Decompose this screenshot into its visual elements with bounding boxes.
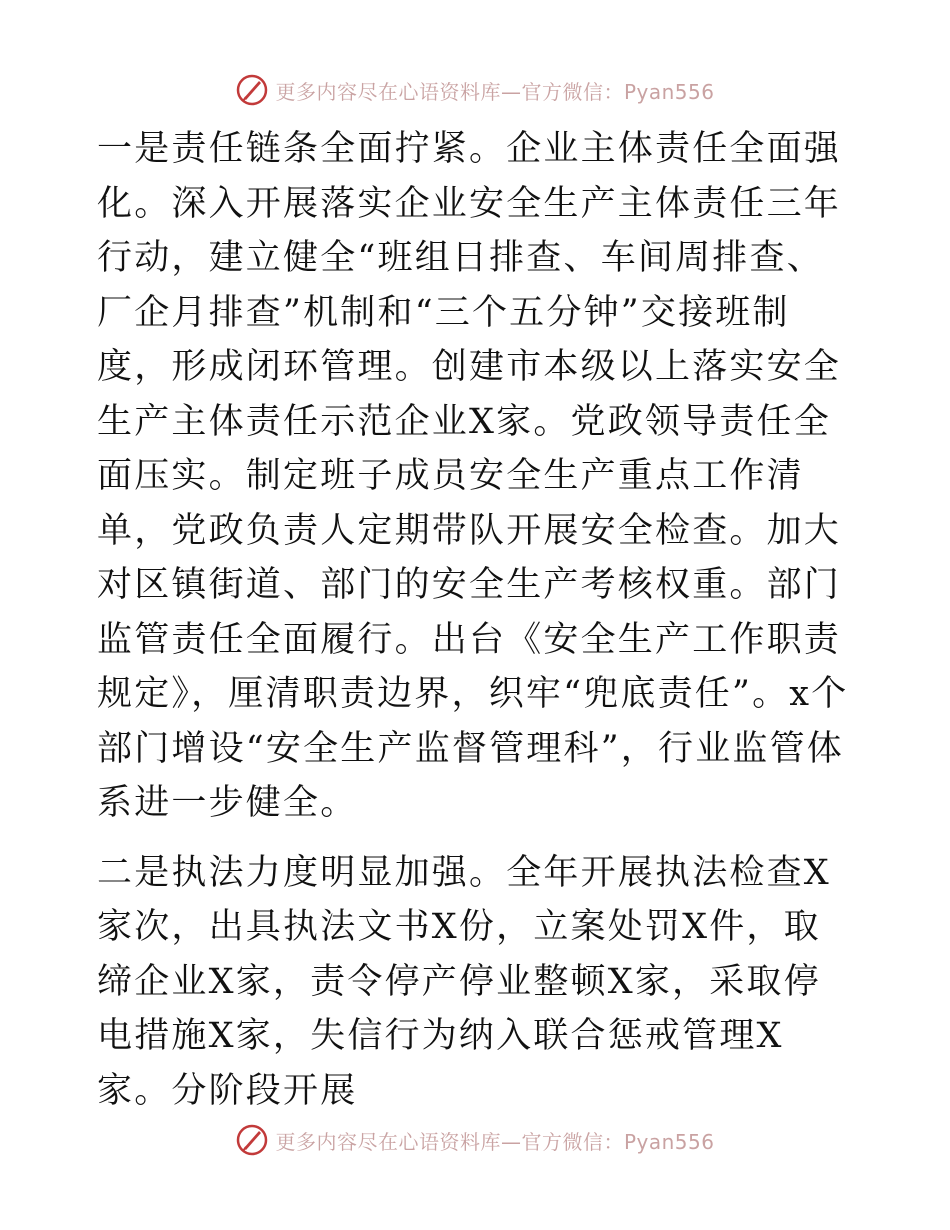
watermark-header bbox=[0, 70, 950, 110]
watermark-footer bbox=[0, 1120, 950, 1160]
quill-logo-icon bbox=[235, 73, 269, 107]
paragraph-responsibility-chain: 一是责任链条全面拧紧。企业主体责任全面强化。深入开展落实企业安全生产主体责任三年行动，建立健全“班组日排查、车间周排查、厂企月排查”机制和“三个五分钟”交接班制度，形成闭环管理。创建市本级以上落实安全生产主体责任示范企业X家。党政领导责任全面压实。制定班子成员安全生产重点工作清单，党政负责人定期带队开展安全检查。加大对区镇街道、部门的安全生产考核权重。部门监管责任全面履行。出台《安全生产工作职责规定》，厘清职责边界，织牢“兜底责任”。x个部门增设“安全生产监督管理科”，行业监管体系进一步健全。 bbox=[97, 129, 849, 823]
quill-logo-icon bbox=[235, 1123, 269, 1157]
document-body bbox=[97, 122, 857, 1118]
watermark-text: 更多内容尽在心语资料库—官方微信：Pyan556 bbox=[275, 1129, 715, 1154]
watermark-text: 更多内容尽在心语资料库—官方微信：Pyan556 bbox=[275, 79, 715, 104]
paragraph-law-enforcement: 二是执法力度明显加强。全年开展执法检查X家次，出具执法文书X份，立案处罚X件，取缔企业X家，责令停产停业整顿X家，采取停电措施X家，失信行为纳入联合惩戒管理X家。分阶段开展 bbox=[97, 852, 831, 1111]
